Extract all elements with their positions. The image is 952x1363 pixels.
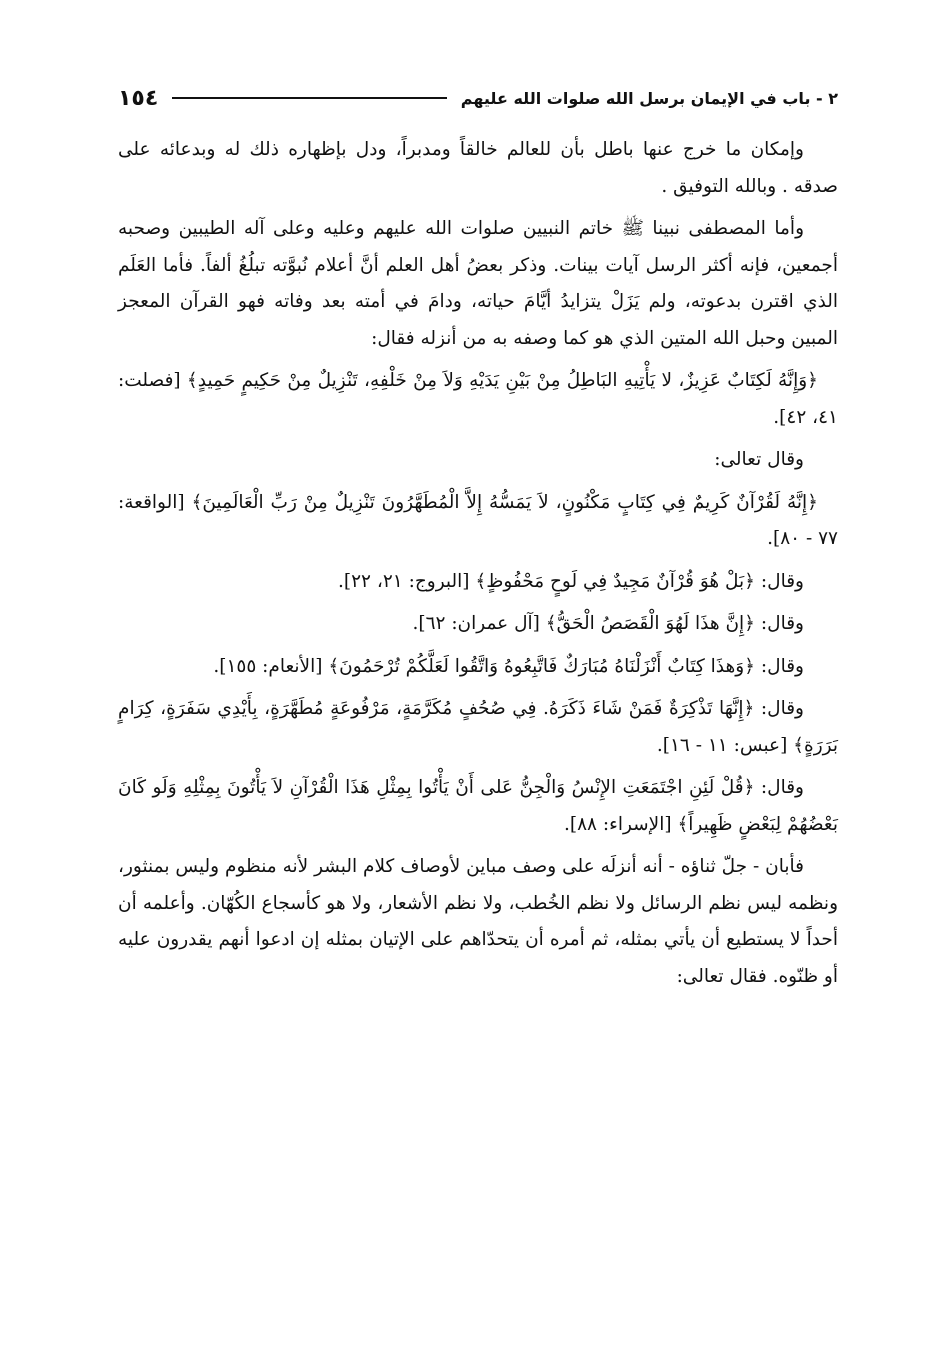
quran-quote: وقال: ﴿وَهذَا كِتَابٌ أَنْزَلْنَاهُ مُبَارَكٌ فَاتَّبِعُوهُ وَاتَّقُوا لَعَلَّكُمْ تُرْحَمُونَ﴾ [الأنعام: ١٥٥]. (213, 655, 804, 677)
running-title: ٢ - باب في الإيمان برسل الله صلوات الله عليهم (460, 88, 838, 108)
quran-quote: وقال: ﴿إِنَّ هذَا لَهُوَ الْقَصَصُ الْحَقُّ﴾ [آل عمران: ٦٢]. (412, 613, 804, 634)
paragraph: فأبان - جلّ ثناؤه - أنه أنزلَه على وصف مباين لأوصاف كلام البشر لأنه منظوم وليس بمنثور، ونظمه ليس نظم الرسائل ولا نظم الخُطب، ولا نظم الأشعار، ولا هو كأسجاع الكُهّان. وأعلمه أن أحداً لا يستطيع أن يأتي بمثله، ثم أمره أن يتحدّاهم على الإتيان بمثله إن ادعوا أنهم يقدرون عليه أو ظنّوه. فقال تعالى: (118, 856, 839, 987)
paragraph: وأما المصطفى نبينا ﷺ خاتم النبيين صلوات الله عليهم وعليه وعلى آله الطيبين وصحبه أجمعين، فإنه أكثر الرسل آيات بينات. وذكر بعضُ أهل العلم أنَّ أعلام نُبوَّته تبلُغُ ألفاً. فأما العَلَم الذي اقترن بدعوته، ولم يَزَلْ يتزايدُ أيَّامَ حياته، ودامَ في أمته بعد وفاته فهو القرآن المعجز المبين وحبل الله المتين الذي هو كما وصفه به من أنزله فقال: (118, 218, 838, 349)
quran-quote: ﴿إِنَّهُ لَقُرْآنٌ كَرِيمٌ فِي كِتَابٍ مَكْنُونٍ، لاَ يَمَسُّهُ إِلاَّ الْمُطَهَّرُونَ تَنْزِيلٌ مِنْ رَبِّ الْعَالَمِينَ﴾ [الواقعة: ٧٧ - ٨٠]. (118, 491, 838, 549)
quran-quote: وقال: ﴿بَلْ هُوَ قُرْآنٌ مَجِيدٌ فِي لَوحٍ مَحْفُوظٍ﴾ [البروج: ٢١، ٢٢]. (338, 570, 804, 592)
paragraph: وإمكان ما خرج عنها باطل بأن للعالم خالقاً ومدبراً، ودل بإظهاره ذلك له وبدعائه على صدقه . وبالله التوفيق . (118, 139, 838, 197)
page-body (118, 132, 838, 995)
quran-quote: وقال: ﴿قُلْ لَئِنِ اجْتَمَعَتِ الإِنْسُ وَالْجِنُّ عَلى أَنْ يَأْتُوا بِمِثْلِ هَذَا الْقُرْآنِ لاَ يَأْتُونَ بِمِثْلِهِ وَلَو كَانَ بَعْضُهُمْ لِبَعْضٍ ظَهِيراً﴾ [الإسراء: ٨٨]. (118, 777, 838, 835)
quran-quote: وقال: ﴿إِنَّهَا تَذْكِرَةٌ فَمَنْ شَاءَ ذَكَرَهُ. فِي صُحُفٍ مُكَرَّمَةٍ، مَرْفُوعَةٍ مُطَهَّرَةٍ، بِأَيْدِي سَفَرَةٍ، كِرَامٍ بَرَرَةٍ﴾ [عبس: ١١ - ١٦]. (118, 698, 838, 756)
quran-quote: ﴿وَإِنَّهُ لَكِتَابٌ عَزِيزٌ، لا يَأْتِيهِ البَاطِلُ مِنْ بَيْنِ يَدَيْهِ وَلاَ مِنْ خَلْفِهِ، تَنْزِيلٌ مِنْ حَكِيمٍ حَمِيدٍ﴾ [فصلت: ٤١، ٤٢]. (118, 370, 838, 428)
page-number: ١٥٤ (118, 85, 159, 111)
paragraph: وقال تعالى: (714, 449, 804, 470)
header-rule (172, 97, 446, 99)
page-header (118, 78, 838, 118)
